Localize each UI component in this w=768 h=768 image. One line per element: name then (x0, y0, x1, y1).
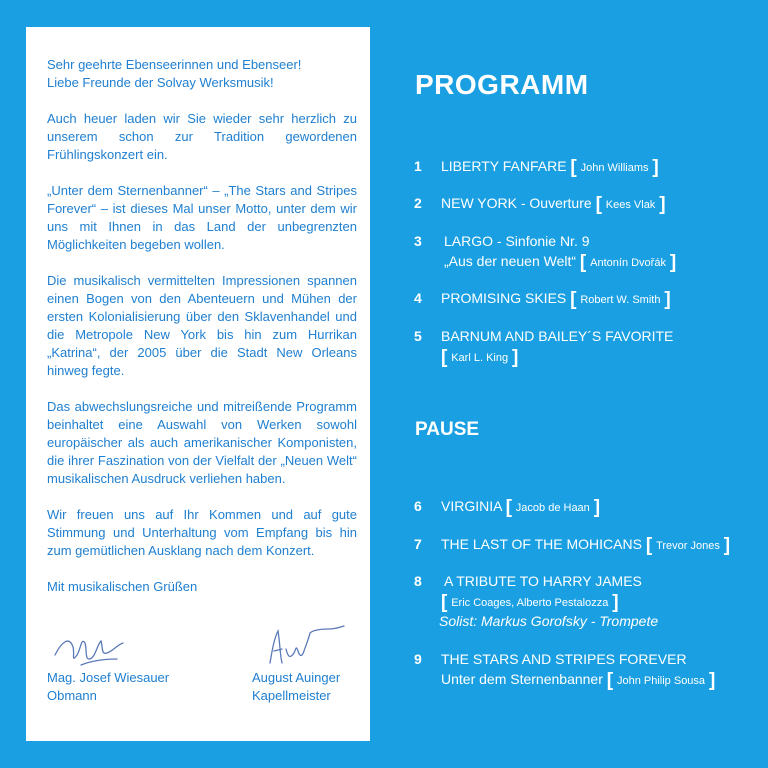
bracket: [ (570, 157, 577, 178)
bracket: [ (570, 289, 577, 310)
program-panel (414, 0, 768, 768)
bracket: [ (579, 252, 587, 273)
item-number: 7 (414, 536, 422, 552)
item-number: 6 (414, 498, 422, 514)
welcome-letter (26, 27, 370, 741)
item-title: A TRIBUTE TO HARRY JAMES (444, 573, 642, 589)
bracket: ] (708, 670, 716, 691)
item-composer: Trevor Jones (656, 540, 720, 552)
item-subtitle: „Aus der neuen Welt“ (444, 253, 577, 269)
item-number: 3 (414, 233, 422, 249)
letter-paragraph: Die musikalisch vermittelten Impressionen spannen einen Bogen von den Abenteuern und Mühen der ersten Kolonialisierung über den Sklavenhandel und die Metropole New York bis hin zum Hurrikan „Katrina“, der 2005 über die Stadt New Orleans hinweg fegte. (47, 273, 357, 378)
letter-paragraph: Das abwechslungsreiche und mitreißende Programm beinhaltet eine Auswahl von Werken sowohl europäischer als auch amerikanischer Komponisten, die ihrer Faszination von der Vielfalt der „Neuen Welt“ musikalischen Ausdruck verliehen haben. (47, 399, 357, 486)
bracket: ] (652, 157, 659, 178)
item-number: 1 (414, 158, 422, 174)
item-subtitle: Unter dem Sternenbanner (441, 671, 603, 687)
bracket: [ (505, 497, 512, 518)
bracket: ] (593, 497, 601, 518)
bracket: [ (441, 592, 448, 613)
item-title: VIRGINIA (441, 498, 502, 514)
greeting-line: Liebe Freunde der Solvay Werksmusik! (47, 75, 274, 90)
item-title: THE STARS AND STRIPES FOREVER (441, 651, 687, 667)
item-title: LIBERTY FANFARE (441, 158, 567, 174)
item-number: 9 (414, 651, 422, 667)
item-composer: Eric Coages, Alberto Pestalozza (451, 597, 609, 609)
item-title: LARGO - Sinfonie Nr. 9 (444, 233, 590, 249)
bracket: ] (659, 194, 666, 215)
item-number: 5 (414, 328, 422, 344)
handwritten-signature-icon (266, 623, 346, 669)
item-composer: John Williams (580, 162, 649, 174)
item-number: 8 (414, 573, 422, 589)
item-soloist: Solist: Markus Gorofsky - Trompete (439, 613, 659, 629)
bracket: ] (723, 535, 731, 556)
bracket: ] (511, 347, 519, 368)
item-title: THE LAST OF THE MOHICANS (441, 536, 642, 552)
item-number: 4 (414, 290, 422, 306)
item-composer: Karl L. King (451, 352, 509, 364)
letter-paragraph: Wir freuen uns auf Ihr Kommen und auf gute Stimmung und Unterhaltung vom Empfang bis hin zum gemütlichen Ausklang nach dem Konzert. (47, 507, 357, 558)
program-title: PROGRAMM (415, 69, 589, 100)
bracket: ] (669, 252, 677, 273)
letter-paragraph: „Unter dem Sternenbanner“ – „The Stars and Stripes Forever“ – ist dieses Mal unser Motto, unter dem wir uns mit Ihnen in das Land der unbegrenzten Möglichkeiten begeben wollen. (47, 183, 357, 252)
signatory-role: Kapellmeister (252, 688, 331, 703)
letter-greeting (47, 56, 357, 92)
signatory-name: Mag. Josef Wiesauer (47, 670, 170, 685)
greeting-line: Sehr geehrte Ebenseerinnen und Ebenseer! (47, 57, 302, 72)
item-title: BARNUM AND BAILEY´S FAVORITE (441, 328, 674, 344)
item-composer: Robert W. Smith (580, 294, 661, 306)
bracket: [ (441, 347, 448, 368)
item-number: 2 (414, 195, 422, 211)
item-title: PROMISING SKIES (441, 290, 567, 306)
bracket: ] (612, 592, 619, 613)
letter-closing: Mit musikalischen Grüßen (47, 579, 198, 594)
bracket: [ (606, 670, 614, 691)
item-composer: John Philip Sousa (616, 675, 706, 687)
item-title: NEW YORK - Ouverture (441, 195, 592, 211)
letter-paragraph: Auch heuer laden wir Sie wieder sehr herzlich zu unserem schon zur Tradition gewordenen Frühlingskonzert ein. (47, 111, 357, 162)
item-composer: Jacob de Haan (515, 502, 590, 514)
handwritten-signature-icon (51, 625, 131, 671)
signatory-name: August Auinger (252, 670, 341, 685)
bracket: [ (595, 194, 602, 215)
signatures (47, 623, 357, 733)
item-composer: Antonín Dvořák (590, 257, 666, 269)
item-composer: Kees Vlak (605, 199, 656, 211)
bracket: ] (664, 289, 671, 310)
bracket: [ (645, 535, 653, 556)
pause-heading: PAUSE (415, 419, 480, 440)
signatory-role: Obmann (47, 688, 97, 703)
